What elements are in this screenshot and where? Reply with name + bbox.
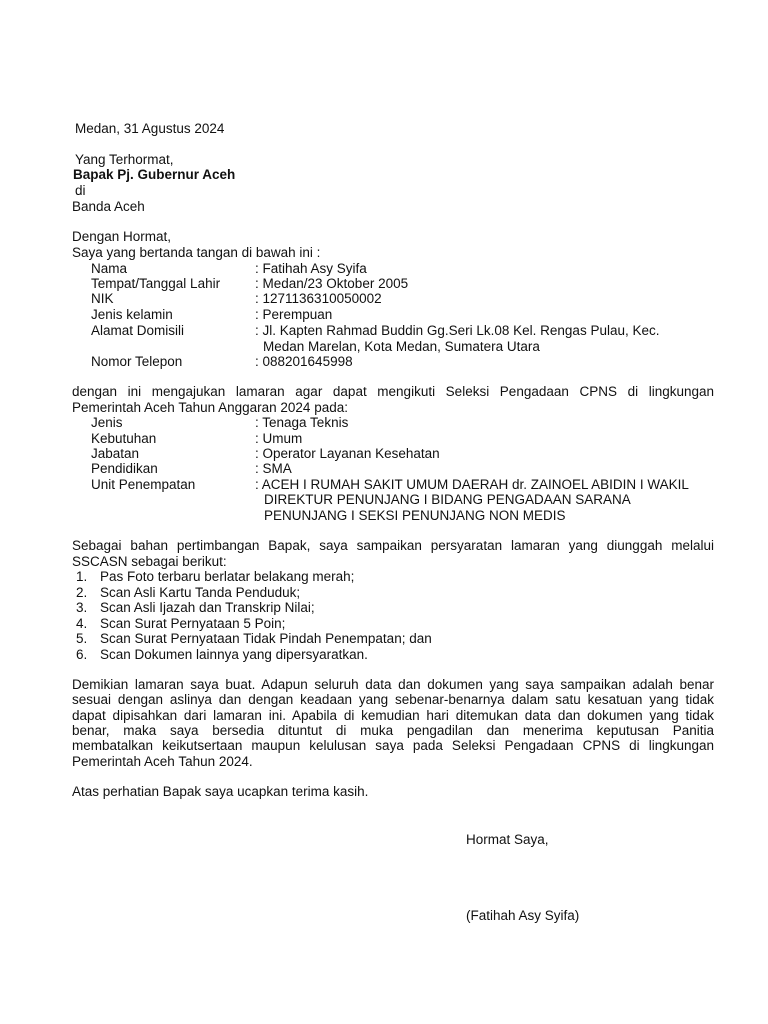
label-jenis-kelamin: Jenis kelamin [91,307,173,322]
list-item-number: 4. [76,616,88,631]
recipient-city: Banda Aceh [72,199,145,214]
label-nama: Nama [91,261,128,276]
value-pendidikan: : SMA [255,461,292,476]
list-item: Pas Foto terbaru berlatar belakang merah; [100,569,355,584]
value-unit-cont-1: DIREKTUR PENUNJANG I BIDANG PENGADAAN SARANA [264,492,631,507]
value-nama: : Fatihah Asy Syifa [255,261,367,276]
thanks: Atas perhatian Bapak saya ucapkan terima kasih. [72,784,369,799]
recipient: Bapak Pj. Gubernur Aceh [73,167,236,182]
sign-off: Hormat Saya, [466,832,549,847]
label-jabatan: Jabatan [91,446,140,461]
list-item: Scan Dokumen lainnya yang dipersyaratkan. [100,647,368,662]
closing-line-5: membatalkan keikutsertaan maupun kelulusan saya pada Seleksi Pengadaan CPNS di lingkungan [72,738,714,753]
label-ttl: Tempat/Tanggal Lahir [91,276,221,291]
intro: Saya yang bertanda tangan di bawah ini : [72,245,321,260]
value-alamat: : Jl. Kapten Rahmad Buddin Gg.Seri Lk.08 Kel. Rengas Pulau, Kec. [255,323,660,338]
label-kebutuhan: Kebutuhan [91,431,157,446]
closing-line-1: Demikian lamaran saya buat. Adapun seluruh data dan dokumen yang saya sampaikan adalah benar [72,677,714,692]
value-telepon: : 088201645998 [255,354,353,369]
list-item: Scan Asli Ijazah dan Transkrip Nilai; [100,600,315,615]
list-item-number: 1. [76,569,88,584]
application-line-1: dengan ini mengajukan lamaran agar dapat mengikuti Seleksi Pengadaan CPNS di lingkungan [72,384,714,399]
preposition: di [75,183,86,198]
label-telepon: Nomor Telepon [91,354,183,369]
salutation-to: Yang Terhormat, [75,152,174,167]
value-jenis: : Tenaga Teknis [255,415,349,430]
list-item: Scan Asli Kartu Tanda Penduduk; [100,585,301,600]
place-date: Medan, 31 Agustus 2024 [75,121,225,136]
value-unit: : ACEH I RUMAH SAKIT UMUM DAERAH dr. ZAINOEL ABIDIN I WAKIL [255,477,689,492]
value-ttl: : Medan/23 Oktober 2005 [255,276,409,291]
value-unit-cont-2: PENUNJANG I SEKSI PENUNJANG NON MEDIS [264,508,566,523]
value-kebutuhan: : Umum [255,431,303,446]
opening: Dengan Hormat, [72,229,172,244]
list-item: Scan Surat Pernyataan Tidak Pindah Penempatan; dan [100,631,432,646]
value-alamat-cont: Medan Marelan, Kota Medan, Sumatera Utara [263,339,540,354]
list-item-number: 2. [76,585,88,600]
closing-line-6: Pemerintah Aceh Tahun 2024. [72,754,253,769]
label-alamat: Alamat Domisili [91,323,185,338]
label-pendidikan: Pendidikan [91,461,158,476]
requirements-line-2: SSCASN sebagai berikut: [72,554,227,569]
list-item-number: 5. [76,631,88,646]
closing-line-4: benar, maka saya bersedia dituntut di muka pengadilan dan menerima keputusan Panitia [72,723,714,738]
value-jabatan: : Operator Layanan Kesehatan [255,446,440,461]
closing-line-3: dapat dipisahkan dari lamaran ini. Apabila di kemudian hari ditemukan data dan dokumen yang tidak [72,708,714,723]
label-unit: Unit Penempatan [91,477,196,492]
requirements-line-1: Sebagai bahan pertimbangan Bapak, saya sampaikan persyaratan lamaran yang diunggah melalui [72,538,714,553]
label-nik: NIK [91,291,114,306]
value-jenis-kelamin: : Perempuan [255,307,333,322]
label-jenis: Jenis [91,415,123,430]
list-item-number: 6. [76,647,88,662]
closing-line-2: sesuai dengan aslinya dan dengan keadaan yang sebenar-benarnya dalam satu kesatuan yang tidak [72,692,714,707]
signature-name: (Fatihah Asy Syifa) [466,908,580,923]
list-item-number: 3. [76,600,88,615]
application-line-2: Pemerintah Aceh Tahun Anggaran 2024 pada: [72,400,348,415]
value-nik: : 1271136310050002 [255,291,382,306]
list-item: Scan Surat Pernyataan 5 Poin; [100,616,286,631]
